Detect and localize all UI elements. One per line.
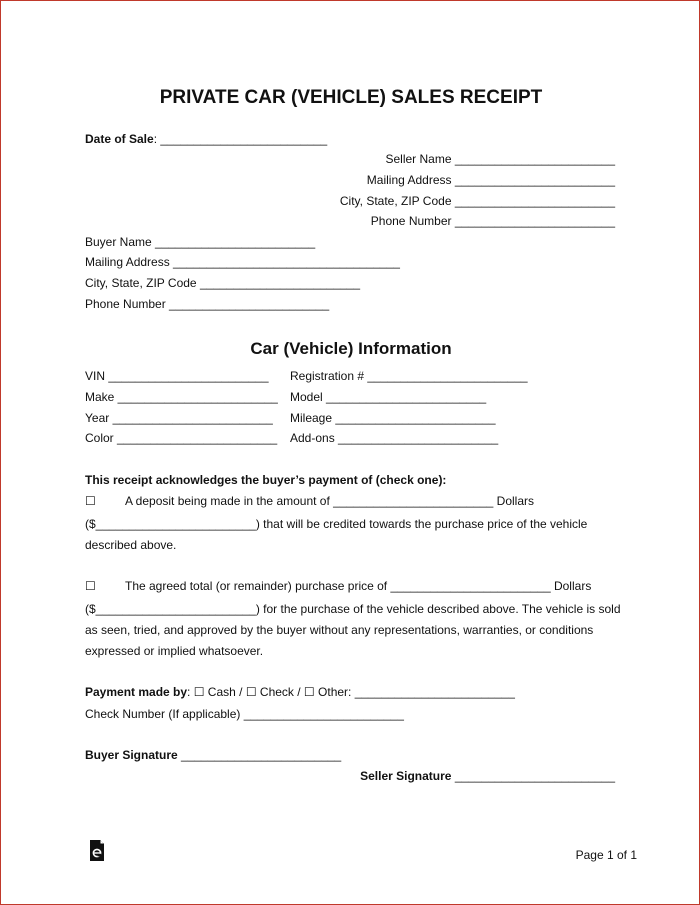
make-field[interactable]: Make ________________________	[85, 390, 278, 404]
page-number: Page 1 of 1	[575, 848, 637, 862]
seller-mailing-address-field[interactable]: Mailing Address ________________________	[366, 173, 615, 187]
addons-field[interactable]: Add-ons ________________________	[290, 431, 499, 445]
seller-name-field[interactable]: Seller Name ________________________	[385, 152, 615, 166]
date-of-sale-field[interactable]: : _________________________	[153, 132, 328, 146]
seller-phone-field[interactable]: Phone Number ________________________	[370, 214, 615, 228]
total-price-line-4: expressed or implied whatsoever.	[85, 644, 264, 658]
deposit-line-1[interactable]: A deposit being made in the amount of ________________________ Dollars	[125, 494, 534, 508]
total-price-line-3: as seen, tried, and approved by the buyer without any representations, warranties, or conditions	[85, 623, 594, 637]
total-price-line-2[interactable]: ($________________________) for the purchase of the vehicle described above. The vehicle is sold	[85, 602, 621, 616]
seller-signature-label: Seller Signature	[360, 769, 452, 783]
seller-signature-row	[360, 769, 615, 783]
document-title: PRIVATE CAR (VEHICLE) SALES RECEIPT	[159, 87, 543, 108]
payment-method-label: Payment made by	[85, 685, 188, 699]
buyer-signature-field[interactable]: ________________________	[177, 748, 342, 762]
total-price-checkbox[interactable]: ☐	[85, 579, 96, 593]
date-of-sale-row	[85, 132, 327, 146]
vin-field[interactable]: VIN ________________________	[85, 369, 269, 383]
payment-section-heading: This receipt acknowledges the buyer’s payment of (check one):	[85, 473, 447, 487]
deposit-line-3: described above.	[85, 538, 177, 552]
payment-method-row	[85, 685, 515, 699]
buyer-name-field[interactable]: Buyer Name ________________________	[85, 235, 316, 249]
buyer-city-state-zip-field[interactable]: City, State, ZIP Code ________________________	[85, 276, 361, 290]
document-logo-icon	[89, 839, 105, 862]
seller-city-state-zip-field[interactable]: City, State, ZIP Code ________________________	[339, 194, 615, 208]
seller-signature-field[interactable]: ________________________	[451, 769, 615, 783]
vehicle-section-heading: Car (Vehicle) Information	[250, 339, 452, 358]
buyer-mailing-address-field[interactable]: Mailing Address __________________________________	[85, 255, 400, 269]
date-of-sale-label: Date of Sale	[85, 132, 154, 146]
buyer-signature-row	[85, 748, 341, 762]
total-price-line-1[interactable]: The agreed total (or remainder) purchase price of ________________________ Dollars	[125, 579, 592, 593]
mileage-field[interactable]: Mileage ________________________	[290, 411, 496, 425]
check-number-field[interactable]: Check Number (If applicable) ________________________	[85, 707, 404, 721]
model-field[interactable]: Model ________________________	[290, 390, 487, 404]
deposit-checkbox[interactable]: ☐	[85, 494, 96, 508]
year-field[interactable]: Year ________________________	[85, 411, 273, 425]
payment-method-options[interactable]: : ☐ Cash / ☐ Check / ☐ Other: ________________________	[187, 685, 515, 699]
buyer-signature-label: Buyer Signature	[85, 748, 178, 762]
color-field[interactable]: Color ________________________	[85, 431, 278, 445]
registration-field[interactable]: Registration # ________________________	[290, 369, 528, 383]
buyer-phone-field[interactable]: Phone Number ________________________	[85, 297, 330, 311]
deposit-line-2[interactable]: ($________________________) that will be credited towards the purchase price of the vehicle	[85, 517, 588, 531]
